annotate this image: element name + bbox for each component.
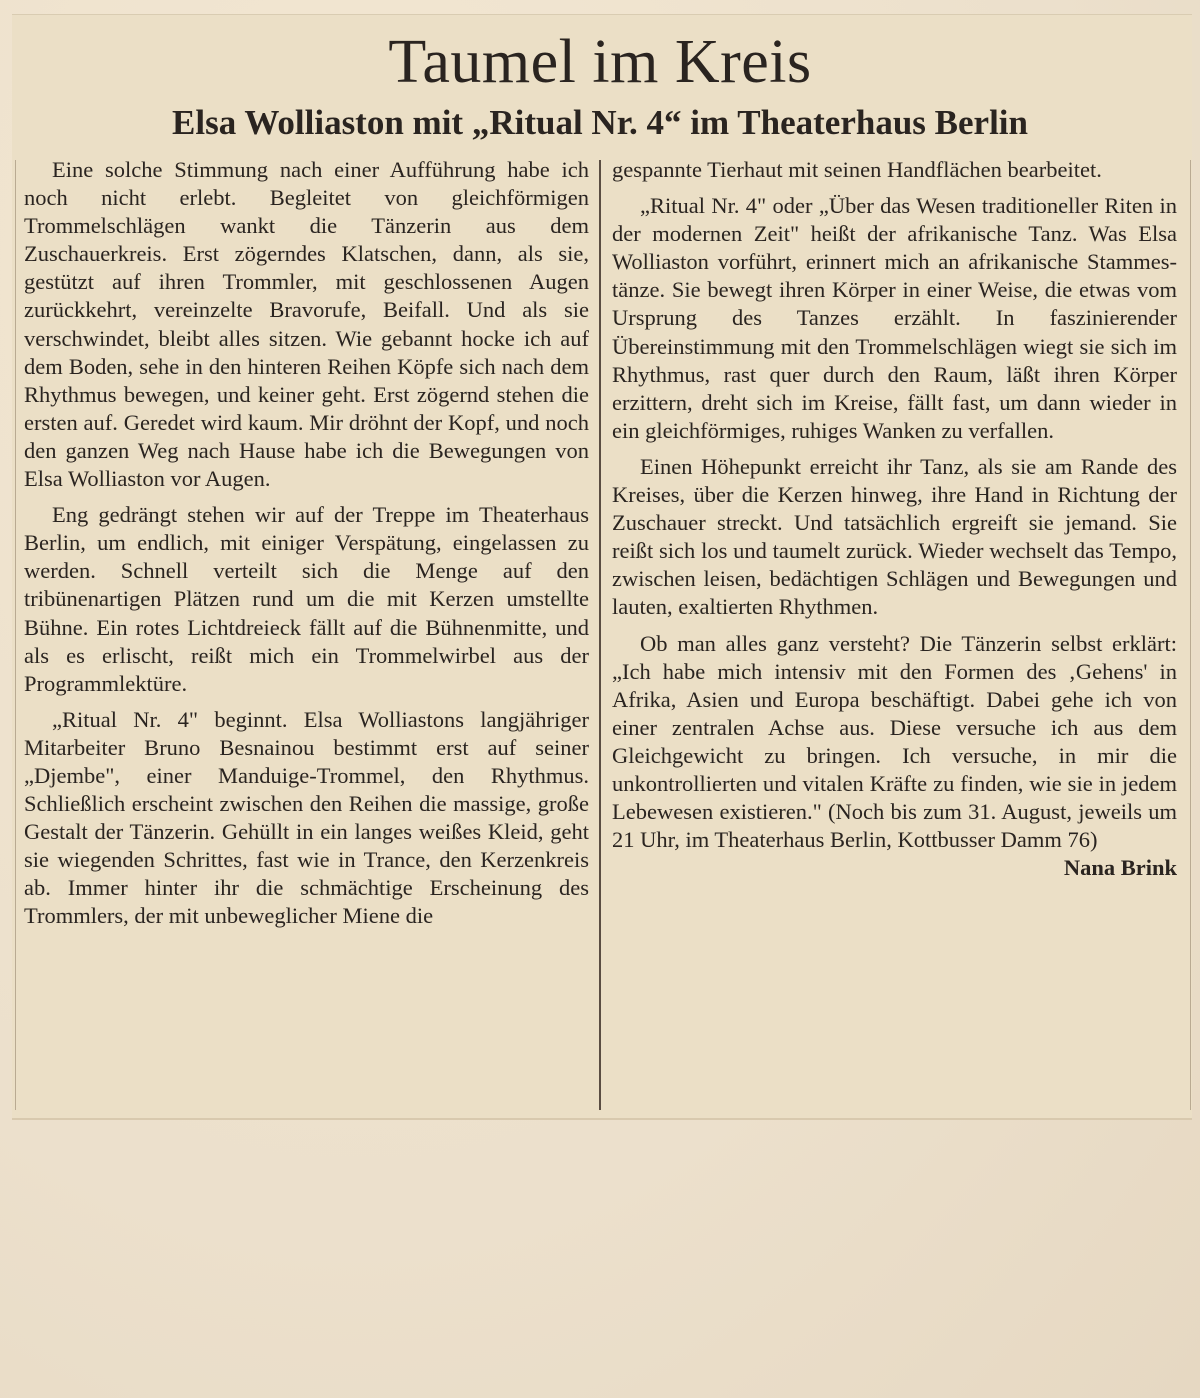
- paragraph: „Ritual Nr. 4" oder „Über das Wesen traditioneller Riten in der modernen Zeit" heißt der afrikanische Tanz. Was Elsa Wolliaston vorführt, erinnert mich an afrikanische Stammestänze. Sie bewegt ihren Körper in einer Weise, die etwas vom Ursprung des Tanzes erzählt. In faszinierender Übereinstimmung mit den Trommelschlägen wiegt sie sich im Rhythmus, rast quer durch den Raum, läßt ihren Körper erzittern, dreht sich im Kreise, fällt fast, um dann wieder in ein gleichförmiges, ruhiges Wanken zu verfallen.: [612, 193, 1177, 443]
- left-margin-line: [15, 160, 16, 1110]
- last-paragraph: [612, 630, 1177, 881]
- column-divider: [599, 160, 601, 1110]
- clipping-bottom-edge: [12, 1118, 1192, 1120]
- paragraph: „Ritual Nr. 4" beginnt. Elsa Wolliastons langjähriger Mitarbeiter Bruno Besnainou bestimmt erst auf seiner „Djembe", einer Manduige-Trommel, den Rhythmus. Schließlich erscheint zwischen den Reihen die massige, große Gestalt der Tänzerin. Gehüllt in ein langes weißes Kleid, geht sie wiegenden Schrittes, fast wie in Trance, den Kerzenkreis ab. Immer hinter ihr die schmächtige Erscheinung des Trommlers, der mit unbeweglicher Miene die: [24, 706, 589, 929]
- headline: Taumel im Kreis: [388, 28, 812, 96]
- right-margin-line: [1190, 160, 1191, 1110]
- subheadline: Elsa Wolliaston mit „Ritual Nr. 4“ im Theaterhaus Berlin: [172, 103, 1028, 142]
- paragraph: Eng gedrängt stehen wir auf der Treppe im Theaterhaus Berlin, um endlich, mit einiger Verspätung, eingelassen zu werden. Schnell verteilt sich die Menge auf den tribünenartigen Plätzen rund um die mit Kerzen umstellte Bühne. Ein rotes Lichtdreieck fällt auf die Bühnenmitte, und als es erlischt, reißt mich ein Trommelwirbel aus der Programmlektüre.: [24, 502, 589, 696]
- paragraph-text: Ob man alles ganz versteht? Die Tänzerin selbst erklärt: „Ich habe mich intensiv mit den Formen des ‚Gehens' in Afrika, Asien und Europa beschäftigt. Dabei gehe ich von einer zentralen Achse aus. Diese versuche ich aus dem Gleichgewicht zu bringen. Ich versuche, in mir die unkontrollierten und vitalen Kräfte zu finden, wie sie in jedem Lebewesen existieren." (Noch bis zum 31. August, jeweils um 21 Uhr, im Theaterhaus Berlin, Kottbusser Damm 76): [612, 630, 1177, 853]
- left-column: [24, 156, 589, 939]
- author-byline: Nana Brink: [1063, 855, 1177, 881]
- right-column: [612, 156, 1177, 882]
- paragraph: Einen Höhepunkt erreicht ihr Tanz, als sie am Rande des Kreises, über die Kerzen hinweg, ihre Hand in Richtung der Zuschauer streckt. Und tatsächlich ergreift sie jemand. Sie reißt sich los und taumelt zurück. Wieder wechselt das Tempo, zwischen leisen, bedächtigen Schlägen und Bewegungen und lauten, exaltierten Rhythmen.: [612, 453, 1177, 620]
- paragraph: gespannte Tierhaut mit seinen Handflächen bearbeitet.: [612, 157, 1102, 182]
- paragraph: Eine solche Stimmung nach einer Aufführung habe ich noch nicht erlebt. Begleitet von gleichförmigen Trommelschlägen wankt die Tänzerin aus dem Zuschauerkreis. Erst zögerndes Klatschen, dann, als sie, gestützt auf ihren Trommler, mit geschlossenen Augen zurückkehrt, vereinzelte Bravorufe, Beifall. Und als sie verschwindet, bleibt alles sitzen. Wie gebannt hocke ich auf dem Boden, sehe in den hinteren Reihen Köpfe sich nach dem Rhythmus bewegen, und keiner geht. Erst zögernd stehen die ersten auf. Geredet wird kaum. Mir dröhnt der Kopf, und noch den ganzen Weg nach Hause habe ich die Bewegungen von Elsa Wolliaston vor Augen.: [24, 157, 589, 492]
